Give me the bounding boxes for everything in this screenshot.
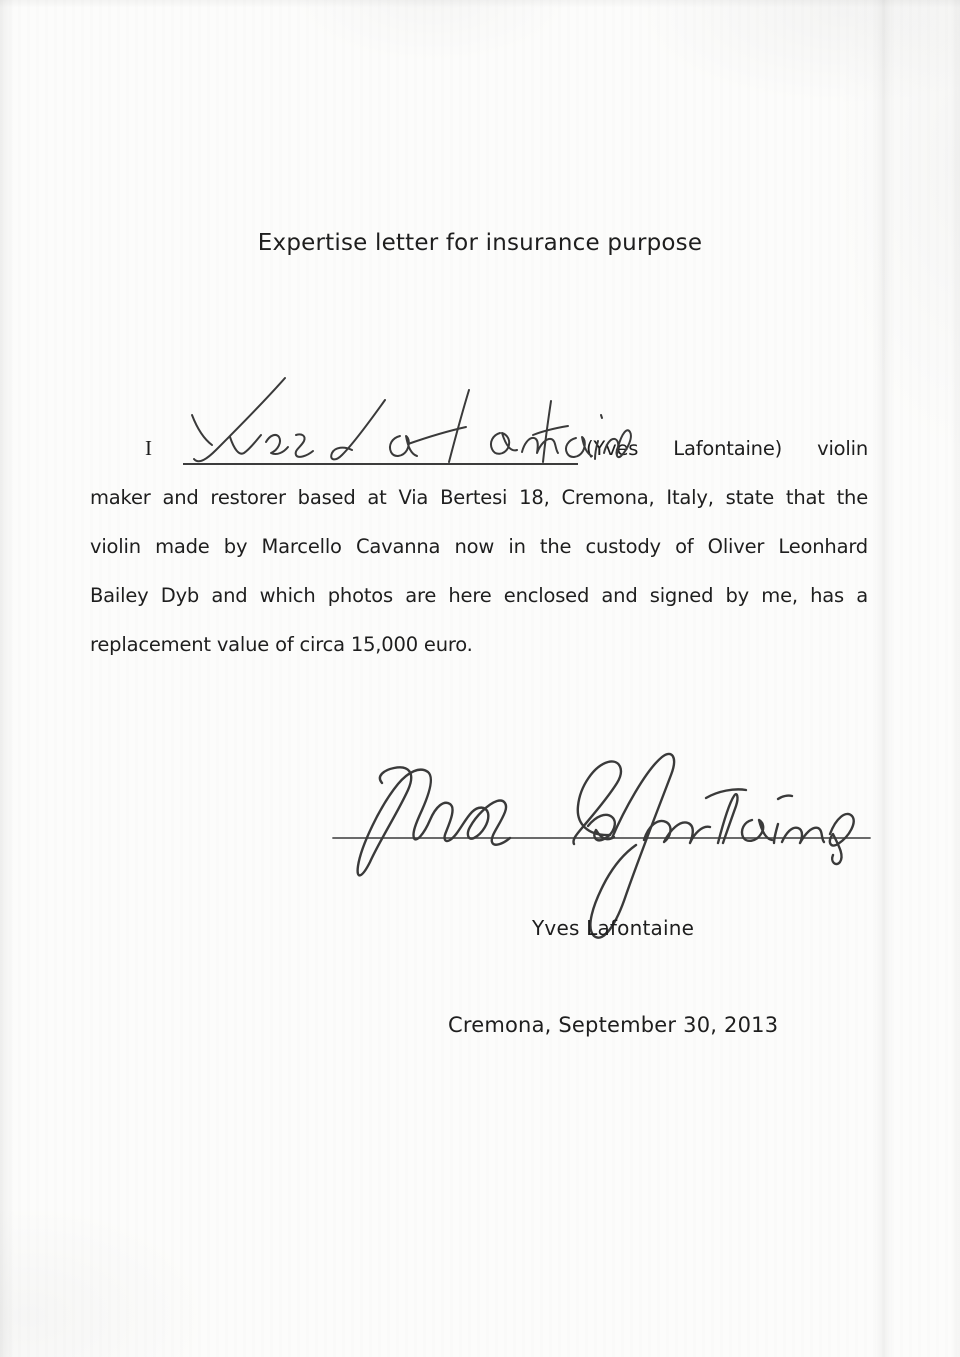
body-line: replacement value of circa 15,000 euro. (90, 633, 473, 656)
body-paragraph (90, 424, 868, 669)
body-line: violin made by Marcello Cavanna now in the custody of Oliver Leonhard (90, 535, 868, 558)
body-lines (90, 473, 868, 669)
letter-title: Expertise letter for insurance purpose (257, 230, 703, 256)
body-line: maker and restorer based at Via Bertesi 18, Cremona, Italy, state that the (90, 486, 868, 509)
body-line-1-text: (Yves Lafontaine) violin (586, 437, 868, 460)
body-line: Bailey Dyb and which photos are here enclosed and signed by me, has a (90, 584, 868, 607)
opening-word: I (145, 436, 152, 460)
typed-signer-name: Yves Lafontaine (532, 916, 695, 940)
dateline: Cremona, September 30, 2013 (448, 1013, 779, 1037)
body-line-1 (90, 424, 868, 473)
handwritten-name (183, 372, 633, 466)
handwritten-name-blank (183, 373, 578, 465)
